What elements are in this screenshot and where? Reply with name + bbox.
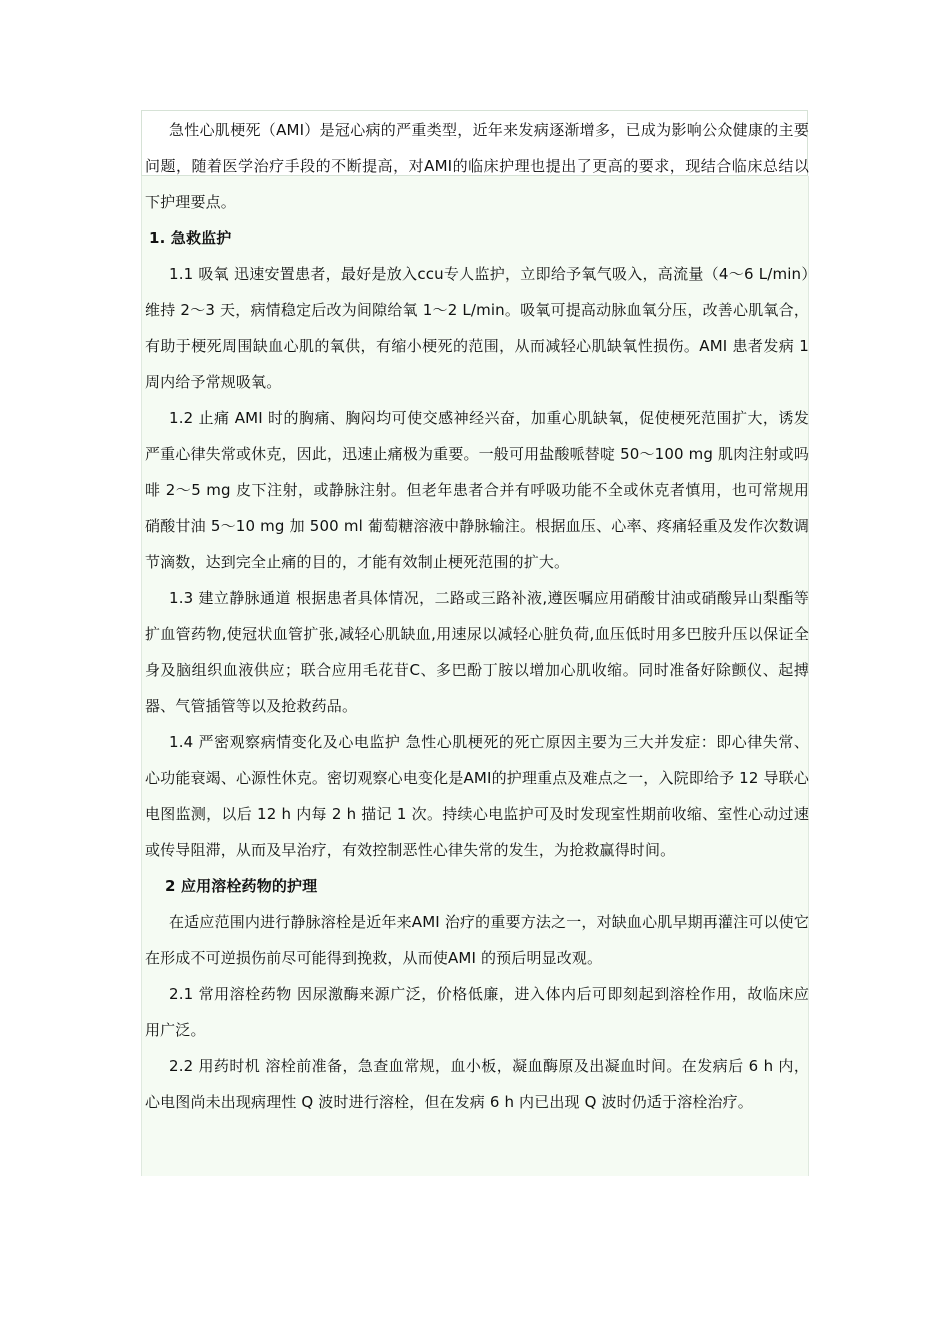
paragraph-1-4: 1.4 严密观察病情变化及心电监护 急性心肌梗死的死亡原因主要为三大并发症：即心律失常、心功能衰竭、心源性休克。密切观察心电变化是AMI的护理重点及难点之一，入院即给予 12 导联心电图监测，以后 12 h 内每 2 h 描记 1 次。持续心电监护可及时发现室性期前收缩、室性心动过速或传导阻滞，从而及早治疗，有效控制恶性心律失常的发生，为抢救赢得时间。 xyxy=(145,733,809,859)
section-1-heading: 1. 急救监护 xyxy=(149,229,232,247)
paragraph-1-2: 1.2 止痛 AMI 时的胸痛、胸闷均可使交感神经兴奋，加重心肌缺氧，促使梗死范围扩大，诱发严重心律失常或休克，因此，迅速止痛极为重要。一般可用盐酸哌替啶 50～100 mg 肌肉注射或吗啡 2～5 mg 皮下注射，或静脉注射。但老年患者合并有呼吸功能不全或休克者慎用，也可常规用硝酸甘油 5～10 mg 加 500 ml 葡萄糖溶液中静脉输注。根据血压、心率、疼痛轻重及发作次数调节滴数，达到完全止痛的目的，才能有效制止梗死范围的扩大。 xyxy=(145,409,809,571)
paragraph-2-2: 2.2 用药时机 溶栓前准备，急查血常规，血小板，凝血酶原及出凝血时间。在发病后 6 h 内，心电图尚未出现病理性 Q 波时进行溶栓，但在发病 6 h 内已出现 Q 波时仍适于溶栓治疗。 xyxy=(145,1057,809,1111)
section-2-heading: 2 应用溶栓药物的护理 xyxy=(165,877,318,895)
paragraph-1-1: 1.1 吸氧 迅速安置患者，最好是放入ccu专人监护，立即给予氧气吸入，高流量（4～6 L/min）维持 2～3 天，病情稳定后改为间隙给氧 1～2 L/min。吸氧可提高动脉血氧分压，改善心肌氧合，有助于梗死周围缺血心肌的氧供，有缩小梗死的范围，从而减轻心肌缺氧性损伤。AMI 患者发病 1 周内给予常规吸氧。 xyxy=(145,265,809,391)
document-body xyxy=(145,112,809,1120)
paragraph-2: 在适应范围内进行静脉溶栓是近年来AMI 治疗的重要方法之一，对缺血心肌早期再灌注可以使它在形成不可逆损伤前尽可能得到挽救，从而使AMI 的预后明显改观。 xyxy=(145,913,809,967)
paragraph-2-1: 2.1 常用溶栓药物 因尿激酶来源广泛，价格低廉，进入体内后可即刻起到溶栓作用，故临床应用广泛。 xyxy=(145,985,809,1039)
intro-paragraph: 急性心肌梗死（AMI）是冠心病的严重类型，近年来发病逐渐增多，已成为影响公众健康的主要问题，随着医学治疗手段的不断提高，对AMI的临床护理也提出了更高的要求，现结合临床总结以下护理要点。 xyxy=(145,121,809,211)
paragraph-1-3: 1.3 建立静脉通道 根据患者具体情况，二路或三路补液,遵医嘱应用硝酸甘油或硝酸异山梨酯等扩血管药物,使冠状血管扩张,减轻心肌缺血,用速尿以减轻心脏负荷,血压低时用多巴胺升压以保证全身及脑组织血液供应；联合应用毛花苷C、多巴酚丁胺以增加心肌收缩。同时准备好除颤仪、起搏器、气管插管等以及抢救药品。 xyxy=(145,589,809,715)
